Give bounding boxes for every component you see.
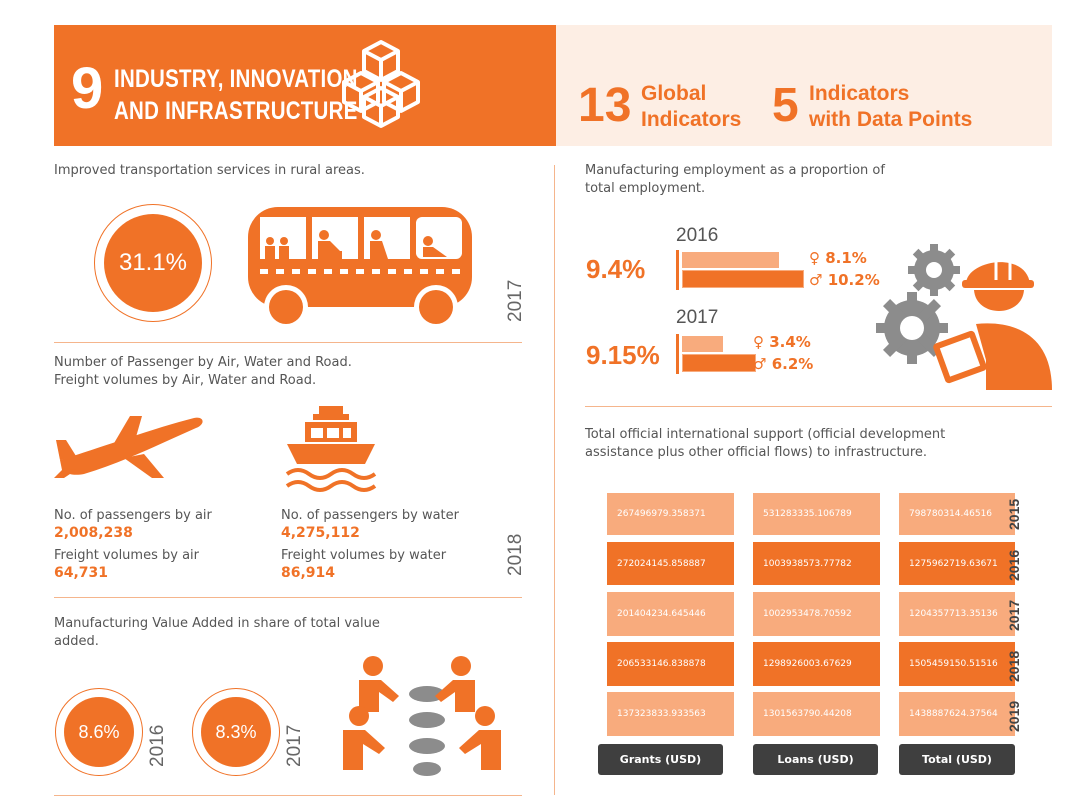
passengers-caption: Number of Passenger by Air, Water and Road. Freight volumes by Air, Water and Road. xyxy=(54,355,352,388)
goal-number: 9 xyxy=(71,56,104,121)
male-bar-2017 xyxy=(682,354,756,372)
mva-2017-value: 8.3% xyxy=(201,697,271,767)
air-freight-label: Freight volumes by air xyxy=(54,548,199,563)
mva-2017-year: 2017 xyxy=(284,724,305,767)
total-2016: 1275962719.63671 xyxy=(899,542,1015,585)
employment-total-2016: 9.4% xyxy=(586,254,646,284)
total-2019: 1438887624.37564 xyxy=(899,692,1015,736)
divider xyxy=(54,597,522,598)
cubes-icon xyxy=(336,38,426,130)
meeting-icon xyxy=(337,652,517,777)
year-2015: 2015 xyxy=(1006,498,1022,530)
mva-caption: Manufacturing Value Added in share of total value added. xyxy=(54,616,380,649)
year-2016: 2016 xyxy=(1006,549,1022,581)
air-freight-value: 64,731 xyxy=(54,565,109,581)
mva-2016-year: 2016 xyxy=(147,724,168,767)
year-2018: 2018 xyxy=(1006,650,1022,682)
data-label: Indicators with Data Points xyxy=(809,82,973,131)
divider xyxy=(54,795,522,796)
grants-column-header: Grants (USD) xyxy=(598,744,723,775)
air-passengers-label: No. of passengers by air xyxy=(54,508,212,523)
female-icon: ♀ xyxy=(753,333,764,351)
total-2015: 798780314.46516 xyxy=(899,493,1015,535)
loans-2016: 1003938573.77782 xyxy=(753,542,880,585)
employment-caption: Manufacturing employment as a proportion of total employment. xyxy=(585,163,885,196)
total-2017: 1204357713.35136 xyxy=(899,592,1015,636)
column-divider xyxy=(554,165,555,795)
male-2016: ♂ 10.2% xyxy=(809,271,880,289)
grants-2017: 201404234.645446 xyxy=(607,592,734,636)
global-label: Global Indicators xyxy=(641,82,742,131)
data-count: 5 xyxy=(772,79,799,132)
water-freight-label: Freight volumes by water xyxy=(281,548,447,563)
transport-caption: Improved transportation services in rural areas. xyxy=(54,163,365,178)
airplane-icon xyxy=(54,412,204,482)
grants-2018: 206533146.838878 xyxy=(607,642,734,686)
water-passengers-label: No. of passengers by water xyxy=(281,508,459,523)
loans-2018: 1298926003.67629 xyxy=(753,642,880,686)
female-icon: ♀ xyxy=(809,249,820,267)
total-2018: 1505459150.51516 xyxy=(899,642,1015,686)
passengers-year: 2018 xyxy=(505,533,526,576)
goal-title: INDUSTRY, INNOVATION AND INFRASTRUCTURE xyxy=(114,65,358,125)
employment-year-2016: 2016 xyxy=(676,225,719,246)
grants-2016: 272024145.858887 xyxy=(607,542,734,585)
water-freight-value: 86,914 xyxy=(281,565,336,581)
male-icon: ♂ xyxy=(809,271,823,289)
grants-2019: 137323833.933563 xyxy=(607,692,734,736)
transport-percent: 31.1% xyxy=(104,214,202,312)
global-count: 13 xyxy=(578,79,632,132)
female-bar-2016 xyxy=(682,252,779,268)
indicator-stats xyxy=(556,25,1052,146)
water-passengers-value: 4,275,112 xyxy=(281,525,360,541)
female-2016: ♀ 8.1% xyxy=(809,249,867,267)
ship-icon xyxy=(283,404,379,494)
bus-icon xyxy=(246,205,476,327)
year-2017: 2017 xyxy=(1006,599,1022,631)
employment-total-2017: 9.15% xyxy=(586,340,660,370)
female-bar-2017 xyxy=(682,336,723,352)
transport-year: 2017 xyxy=(505,279,526,322)
grants-2015: 267496979.358371 xyxy=(607,493,734,535)
loans-2015: 531283335.106789 xyxy=(753,493,880,535)
mva-2016-value: 8.6% xyxy=(64,697,134,767)
divider xyxy=(54,342,522,343)
loans-column-header: Loans (USD) xyxy=(753,744,878,775)
female-2017: ♀ 3.4% xyxy=(753,333,811,351)
divider xyxy=(585,406,1052,407)
bar-axis-2016 xyxy=(676,250,679,290)
male-icon: ♂ xyxy=(753,355,767,373)
total-column-header: Total (USD) xyxy=(899,744,1015,775)
air-passengers-value: 2,008,238 xyxy=(54,525,133,541)
loans-2019: 1301563790.44208 xyxy=(753,692,880,736)
worker-gears-icon xyxy=(876,240,1056,390)
loans-2017: 1002953478.70592 xyxy=(753,592,880,636)
bar-axis-2017 xyxy=(676,334,679,374)
year-2019: 2019 xyxy=(1006,700,1022,732)
support-caption: Total official international support (official development assistance plus other official flows) to infrastructure. xyxy=(585,427,946,460)
male-bar-2016 xyxy=(682,270,804,288)
employment-year-2017: 2017 xyxy=(676,307,719,328)
male-2017: ♂ 6.2% xyxy=(753,355,814,373)
goal-banner xyxy=(54,25,556,146)
